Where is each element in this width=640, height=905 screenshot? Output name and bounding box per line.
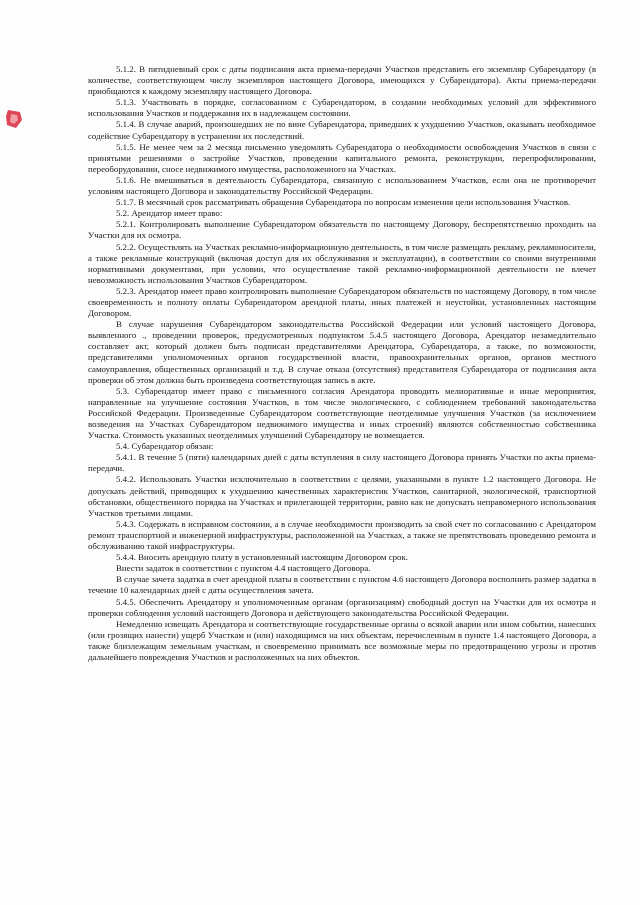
paragraph: 5.1.2. В пятидневный срок с даты подписания акта приема-передачи Участков представить его экземпляр Субарендатору (в количестве, соответствующем числу экземпляров настоящего Договора, имеющихся у Субарендатора). Акты приема-передачи приобщаются к каждому экземпляру настоящего Договора. [88,64,596,97]
paragraph: 5.3. Субарендатор имеет право с письменного согласия Арендатора проводить мелиоративные и иные мероприятия, направленные на улучшение состояния Участков, в том числе экологического, с соблюдением требований законодательства Российской Федерации. Произведенные Субарендатором соответствующие неотделимые улучшения Участков (за исключением возведения на Участках Субарендатором недвижимого имущества и иных строений) являются собственностью собственника Участка. Стоимость указанных неотделимых улучшений Субарендатору не возмещается. [88,385,596,441]
red-stamp-mark-icon [4,108,24,130]
paragraph: В случае зачета задатка в счет арендной платы в соответствии с пунктом 4.6 настоящего Договора восполнить размер задатка в течение 10 календарных дней с даты осуществления зачета. [88,574,596,596]
paragraph: В случае нарушения Субарендатором законодательства Российской Федерации или условий настоящего Договора, выявленного ., проведении проверок, предусмотренных подпунктом 5.4.5 настоящего Договора, Арендатор незамедлительно составляет акт, который должен быть подписан представителями Арендатора, Субарендатора, а также, по возможности, представителями уполномоченных органов государственной власти, правоохранительных органов, органов местного самоуправления, общественных организаций и т.д. В случае отказа (отсутствия) представителя Субарендатора от подписания акта проверки об этом должна быть произведена соответствующая запись в акте. [88,319,596,385]
paragraph: 5.4. Субарендатор обязан: [116,441,214,452]
paragraph: 5.1.4. В случае аварий, произошедших не по вине Субарендатора, приведших к ухудшению Участков, оказывать необходимое содействие Субарендатору в устранении их последствий. [88,119,596,141]
paragraph: 5.1.6. Не вмешиваться в деятельность Субарендатора, связанную с использованием Участков, если она не противоречит условиям настоящего Договора и законодательству Российской Федерации. [88,174,596,197]
paragraph: 5.2. Арендатор имеет право: [116,208,223,219]
paragraph: 5.2.3. Арендатор имеет право контролировать выполнение Субарендатором обязательств по настоящему Договору, в том числе своевременность и полноту оплаты Субарендатором арендной платы, иных платежей и неустойки, установленных настоящим Договором. [88,285,596,319]
document-body [88,64,596,663]
paragraph: 5.4.3. Содержать в исправном состоянии, а в случае необходимости производить за свой счет по согласованию с Арендатором ремонт транспортной и инженерной инфраструктуры, расположенной на Участках, а также не препятствовать проведению ремонта и обслуживанию такой инфраструктуры. [88,518,596,552]
paragraph: 5.4.2. Использовать Участки исключительно в соответствии с целями, указанными в пункте 1.2 настоящего Договора. Не допускать действий, приводящих к ухудшению качественных характеристик Участков, санитарной, экологической, транспортной обстановки, общественного порядка на Участках и прилегающей территории, равно как не допускать неправомерного использования Участков третьими лицами. [88,474,596,518]
paragraph: Внести задаток в соответствии с пунктом 4.4 настоящего Договора. [116,563,371,574]
paragraph: 5.1.5. Не менее чем за 2 месяца письменно уведомлять Субарендатора о необходимости освобождения Участков в связи с принятыми решениями о застройке Участков, проведении капитального ремонта, реконструкции, перепрофилировании, переоборудовании, сносе недвижимого имущества, расположенного на Участках. [88,141,596,174]
paragraph: 5.4.5. Обеспечить Арендатору и уполномоченным органам (организациям) свободный доступ на Участки для их осмотра и проверки соблюдения условий настоящего Договора и действующего законодательства Российской Федерации. [88,596,596,618]
paragraph: Немедленно извещать Арендатора и соответствующие государственные органы о всякой аварии или ином событии, нанесших (или грозящих нанести) ущерб Участкам и (или) находящимся на них объектам, перечисленным в пункте 1.4 настоящего Договора, а также близлежащим земельным участкам, и своевременно принимать все возможные меры по предотвращению угрозы и против дальнейшего повреждения Участков и расположенных на них объектов. [88,618,596,662]
paragraph: 5.4.4. Вносить арендную плату в установленный настоящим Договором срок. [116,552,408,563]
paragraph: 5.2.2. Осуществлять на Участках рекламно-информационную деятельность, в том числе размещать рекламу, рекламоносители, а также рекламные конструкций (включая доступ для их обслуживания и эксплуатации), в соответствии со своими внутренними нормативными документами, при условии, что осуществление такой рекламно-информационной деятельности не влечет невозможность использования Участков Субарендатором. [88,241,596,285]
paragraph: 5.1.3. Участвовать в порядке, согласованном с Субарендатором, в создании необходимых условий для эффективного использования Участков и поддержания их в надлежащем состоянии. [88,97,596,119]
paragraph: 5.4.1. В течение 5 (пяти) календарных дней с даты вступления в силу настоящего Договора принять Участки по акты приема-передачи. [88,452,596,474]
paragraph: 5.2.1. Контролировать выполнение Субарендатором обязательств по настоящему Договору, беспрепятственно проходить на Участки для их осмотра. [88,219,596,241]
paragraph: 5.1.7. В месячный срок рассматривать обращения Субарендатора по вопросам изменения цели использования Участков. [116,197,571,208]
